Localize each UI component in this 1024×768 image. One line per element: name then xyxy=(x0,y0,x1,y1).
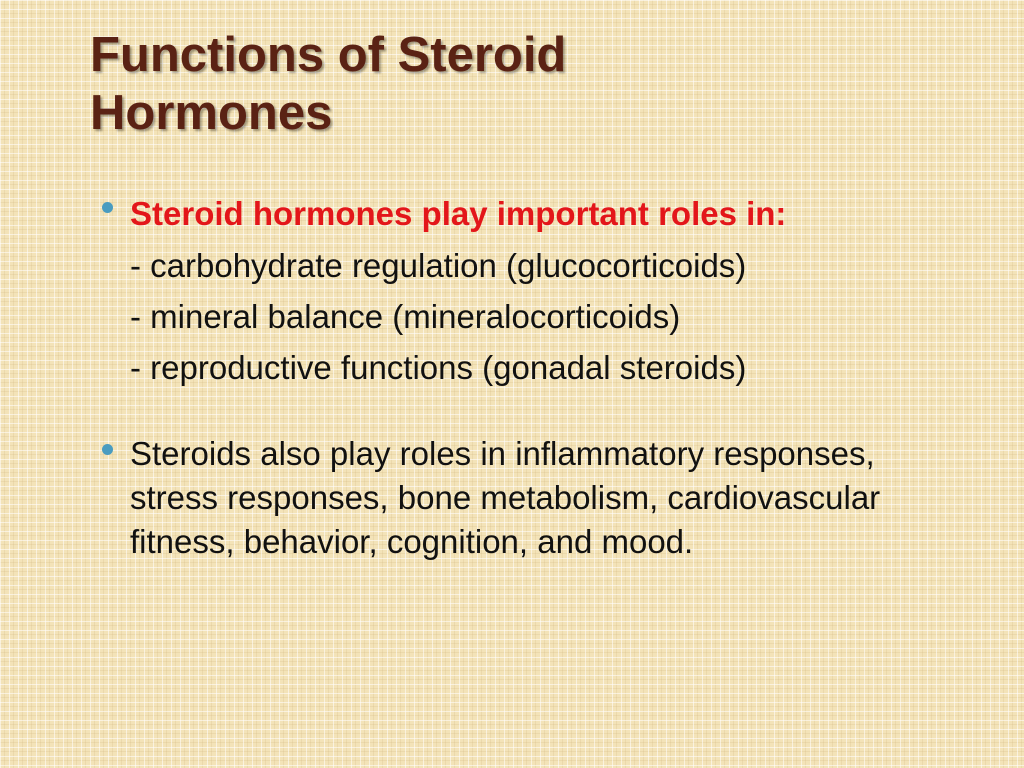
bullet-item xyxy=(100,188,960,393)
bullet-dot-icon xyxy=(102,202,113,213)
bullet-text: Steroids also play roles in inflammatory responses, stress responses, bone metabolism, cardiovascular fitness, behavior, cognition, and mood. xyxy=(130,435,881,560)
bullet-heading: Steroid hormones play important roles in: xyxy=(130,195,787,232)
sub-item-mineral: - mineral balance (mineralocorticoids) xyxy=(130,298,681,335)
bullet-dot-icon xyxy=(102,444,113,455)
title-line-2: Hormones xyxy=(90,86,333,140)
slide-content xyxy=(100,188,960,564)
sub-item-reproductive: - reproductive functions (gonadal steroids) xyxy=(130,349,747,386)
bullet-item xyxy=(100,432,960,564)
sub-item-carbohydrate: - carbohydrate regulation (glucocorticoids) xyxy=(130,247,747,284)
title-line-1: Functions of Steroid xyxy=(90,28,567,82)
slide-title xyxy=(90,26,790,142)
